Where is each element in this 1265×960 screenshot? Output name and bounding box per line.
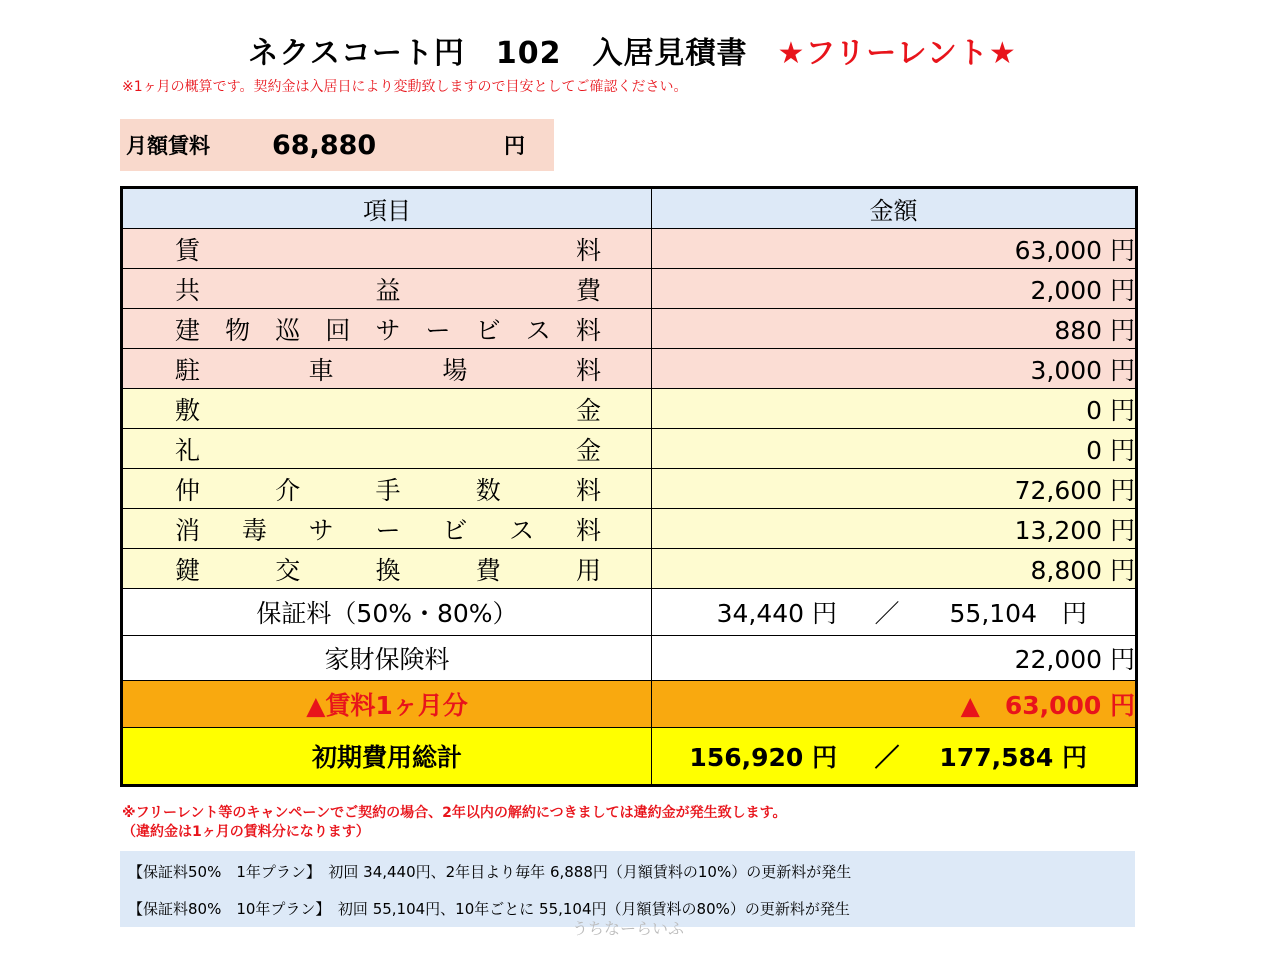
- item-cell: [122, 549, 652, 589]
- item-char: 車: [308, 355, 334, 385]
- total-slash: ／: [874, 743, 900, 772]
- amount-cell: 13,200 円: [652, 509, 1137, 549]
- item-char: 数: [475, 475, 501, 505]
- header-amount: 金額: [652, 188, 1137, 229]
- item-char: 金: [575, 435, 601, 465]
- discount-row: [122, 681, 1137, 728]
- insurance-amount: 22,000 円: [652, 636, 1137, 681]
- item-char: 料: [575, 475, 601, 505]
- plan-80: 【保証料80% 10年プラン】 初回 55,104円、10年ごとに 55,104円（月額賃料の80%）の更新料が発生: [128, 900, 850, 918]
- item-char: サ: [375, 315, 401, 345]
- item-char: 鍵: [175, 555, 201, 585]
- item-char: ス: [525, 315, 551, 345]
- penalty-note: [122, 804, 786, 842]
- total-80: 177,584 円: [939, 743, 1087, 772]
- table-row: [122, 509, 1137, 549]
- total-amount: [652, 728, 1137, 786]
- item-char: 物: [225, 315, 251, 345]
- item-cell: [122, 389, 652, 429]
- estimate-table: [120, 186, 1138, 787]
- total-50: 156,920 円: [689, 743, 837, 772]
- estimate-note: ※1ヶ月の概算です。契約金は入居日により変動致しますので目安としてご確認ください。: [122, 79, 688, 95]
- total-label: 初期費用総計: [122, 728, 652, 786]
- monthly-rent-box: [120, 119, 554, 171]
- guarantee-amount: [652, 589, 1137, 636]
- item-char: 建: [175, 315, 201, 345]
- item-char: 費: [475, 555, 501, 585]
- item-char: 毒: [241, 515, 267, 545]
- item-char: 換: [375, 555, 401, 585]
- guarantee-50: 34,440 円: [716, 599, 837, 628]
- table-row: [122, 229, 1137, 269]
- item-cell: [122, 509, 652, 549]
- table-row: [122, 469, 1137, 509]
- item-char: ビ: [475, 315, 501, 345]
- item-char: 共: [175, 275, 201, 305]
- amount-cell: 72,600 円: [652, 469, 1137, 509]
- amount-cell: 0 円: [652, 389, 1137, 429]
- guarantee-80: 55,104 円: [949, 599, 1087, 628]
- plan-50: 【保証料50% 1年プラン】 初回 34,440円、2年目より毎年 6,888円（月額賃料の10%）の更新料が発生: [128, 863, 852, 881]
- item-char: 敷: [175, 395, 201, 425]
- amount-cell: 0 円: [652, 429, 1137, 469]
- title-text: ネクスコート円 102 入居見積書: [248, 36, 748, 71]
- item-char: 料: [575, 515, 601, 545]
- item-char: 金: [575, 395, 601, 425]
- item-char: 駐: [175, 355, 201, 385]
- item-char: サ: [308, 515, 334, 545]
- item-char: 料: [575, 235, 601, 265]
- item-char: ー: [425, 315, 451, 345]
- table-header-row: [122, 188, 1137, 229]
- item-char: 料: [575, 315, 601, 345]
- table-row: [122, 349, 1137, 389]
- item-char: 礼: [175, 435, 201, 465]
- table-row: [122, 549, 1137, 589]
- insurance-row: [122, 636, 1137, 681]
- amount-cell: 8,800 円: [652, 549, 1137, 589]
- table-row: [122, 389, 1137, 429]
- item-char: 消: [175, 515, 201, 545]
- discount-amount: ▲ 63,000 円: [652, 681, 1137, 728]
- item-char: 交: [275, 555, 301, 585]
- amount-cell: 2,000 円: [652, 269, 1137, 309]
- item-char: 費: [575, 275, 601, 305]
- item-char: 回: [325, 315, 351, 345]
- table-row: [122, 309, 1137, 349]
- penalty-note-line1: ※フリーレント等のキャンペーンでご契約の場合、2年以内の解約につきましては違約金が発生致します。: [122, 805, 787, 821]
- item-char: 用: [575, 555, 601, 585]
- item-cell: [122, 309, 652, 349]
- total-row: [122, 728, 1137, 786]
- item-cell: [122, 429, 652, 469]
- insurance-label: 家財保険料: [122, 636, 652, 681]
- guarantee-slash: ／: [874, 599, 900, 628]
- amount-cell: 880 円: [652, 309, 1137, 349]
- table-row: [122, 429, 1137, 469]
- header-item: 項目: [122, 188, 652, 229]
- item-char: 賃: [175, 235, 201, 265]
- item-char: ビ: [442, 515, 468, 545]
- item-cell: [122, 269, 652, 309]
- amount-cell: 63,000 円: [652, 229, 1137, 269]
- monthly-rent-label: 月額賃料: [126, 134, 210, 158]
- watermark: うちなーらいふ: [572, 919, 685, 938]
- monthly-rent-value: 68,880: [272, 129, 377, 161]
- table-row: [122, 269, 1137, 309]
- item-char: 益: [375, 275, 401, 305]
- discount-label: ▲賃料1ヶ月分: [122, 681, 652, 728]
- item-char: 手: [375, 475, 401, 505]
- item-char: 巡: [275, 315, 301, 345]
- item-char: ー: [375, 515, 401, 545]
- penalty-note-line2: （違約金は1ヶ月の賃料分になります）: [122, 824, 370, 840]
- guarantee-row: [122, 589, 1137, 636]
- item-char: 場: [442, 355, 468, 385]
- page-title: [0, 28, 1265, 72]
- item-cell: [122, 469, 652, 509]
- campaign-label: ★フリーレント★: [777, 36, 1017, 71]
- monthly-rent-unit: 円: [504, 134, 525, 158]
- item-cell: [122, 229, 652, 269]
- amount-cell: 3,000 円: [652, 349, 1137, 389]
- item-char: 料: [575, 355, 601, 385]
- item-char: 介: [275, 475, 301, 505]
- item-char: 仲: [175, 475, 201, 505]
- item-cell: [122, 349, 652, 389]
- guarantee-label: 保証料（50%・80%）: [122, 589, 652, 636]
- item-char: ス: [509, 515, 535, 545]
